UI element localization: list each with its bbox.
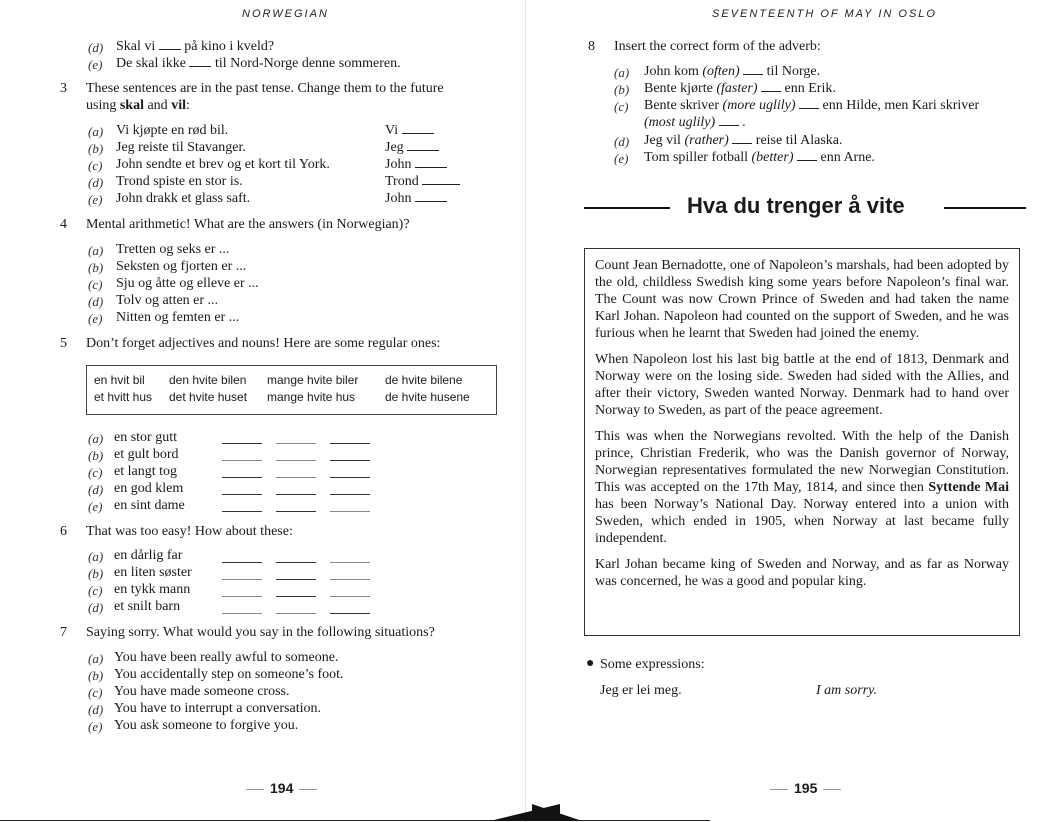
answer-blank	[222, 443, 262, 444]
item-letter: (d)	[88, 600, 104, 615]
item-letter: (b)	[88, 668, 104, 683]
exercise-prompt: These sentences are in the past tense. Change them to the future	[86, 81, 444, 96]
info-paragraph: When Napoleon lost his last big battle at the end of 1813, Denmark and Norway were on the losing side. Sweden had sided with the Allies, and after their victory, Sweden wanted Norway. Denmark had to hand over Norway to Sweden, as part of the peace agreement.	[595, 352, 1009, 418]
bullet-icon: ●	[586, 656, 595, 671]
exercise-prompt: Mental arithmetic! What are the answers (in Norwegian)?	[86, 217, 410, 232]
right-page	[526, 0, 1052, 822]
info-paragraph: Count Jean Bernadotte, one of Napoleon’s marshals, had been adopted by the old, childless Swedish king some years before Napoleon’s final war. The Count was now Crown Prince of Sweden and had taken the name Karl Johan. Napoleon had counted on the support of Sweden, and he was furious when he learnt that Sweden had joined the enemy.	[595, 258, 1009, 341]
exercise-item: et gult bord	[114, 447, 179, 462]
answer-blank	[276, 443, 316, 444]
answer-blank	[276, 460, 316, 461]
exercise-number: 3	[60, 81, 67, 96]
answer-blank	[276, 511, 316, 512]
exercise-prompt: That was too easy! How about these:	[86, 524, 293, 539]
title-rule-right	[944, 207, 1026, 209]
answer-blank	[330, 443, 370, 444]
running-head-right: SEVENTEENTH OF MAY IN OSLO	[712, 8, 937, 20]
answer-start: Jeg	[385, 140, 439, 156]
example-cell: mange hvite hus	[267, 390, 356, 404]
item-letter: (a)	[88, 431, 104, 446]
answer-start: Vi	[385, 123, 434, 139]
item-letter: (c)	[88, 685, 103, 700]
item-letter: (e)	[88, 719, 103, 734]
example-cell: en hvit bil	[94, 373, 145, 387]
exercise-item: John kom (often) til Norge.	[644, 64, 821, 79]
exercise-item-continued: (most uglily) .	[644, 115, 746, 130]
answer-blank	[330, 596, 370, 597]
answer-blank	[276, 596, 316, 597]
bottom-rule	[0, 820, 710, 821]
example-box	[86, 365, 497, 415]
expression-norwegian: Jeg er lei meg.	[600, 683, 682, 698]
item-letter: (c)	[88, 465, 103, 480]
title-rule-left	[584, 207, 670, 209]
exercise-item: Bente kjørte (faster) enn Erik.	[644, 81, 836, 96]
exercise-item: Bente skriver (more uglily) enn Hilde, men Kari skriver	[644, 98, 980, 113]
item-letter: (b)	[88, 141, 104, 156]
answer-blank	[330, 579, 370, 580]
exercise-prompt: Saying sorry. What would you say in the following situations?	[86, 625, 435, 640]
answer-blank	[330, 511, 370, 512]
answer-blank	[330, 562, 370, 563]
exercise-item: et snilt barn	[114, 599, 181, 614]
example-cell: de hvite husene	[385, 390, 470, 404]
exercise-item: John drakk et glass saft.	[116, 191, 251, 206]
exercise-item: en god klem	[114, 481, 184, 496]
exercise-item: en dårlig far	[114, 548, 183, 563]
section-title: Hva du trenger å vite	[687, 193, 905, 218]
answer-blank	[276, 613, 316, 614]
item-letter: (e)	[88, 499, 103, 514]
exercise-item: Seksten og fjorten er ...	[116, 259, 247, 274]
answer-start: John	[385, 191, 447, 207]
exercise-item: en sint dame	[114, 498, 185, 513]
exercise-item: You have been really awful to someone.	[114, 650, 339, 665]
exercise-item: Nitten og femten er ...	[116, 310, 240, 325]
exercise-item: Tom spiller fotball (better) enn Arne.	[644, 150, 875, 165]
exercise-prompt: using skal and vil:	[86, 98, 190, 113]
box-edge	[496, 365, 497, 415]
answer-blank	[330, 477, 370, 478]
answer-blank	[330, 613, 370, 614]
exercise-item: Trond spiste en stor is.	[116, 174, 243, 189]
answer-start: John	[385, 157, 447, 173]
example-cell: mange hvite biler	[267, 373, 359, 387]
exercise-item: et langt tog	[114, 464, 177, 479]
expressions-heading: Some expressions:	[600, 657, 705, 672]
item-letter: (a)	[88, 124, 104, 139]
exercise-prompt: Insert the correct form of the adverb:	[614, 39, 821, 54]
item-letter: (a)	[88, 243, 104, 258]
exercise-prompt: Don’t forget adjectives and nouns! Here are some regular ones:	[86, 336, 441, 351]
example-cell: det hvite huset	[169, 390, 248, 404]
exercise-item: Jeg reiste til Stavanger.	[116, 140, 246, 155]
exercise-number: 4	[60, 217, 67, 232]
answer-blank	[222, 477, 262, 478]
exercise-item: en stor gutt	[114, 430, 177, 445]
answer-blank	[330, 494, 370, 495]
answer-start: Trond	[385, 174, 460, 190]
exercise-item: John sendte et brev og et kort til York.	[116, 157, 330, 172]
exercise-item: De skal ikke til Nord-Norge denne sommeren.	[116, 56, 401, 71]
item-letter: (a)	[88, 651, 104, 666]
answer-blank	[276, 477, 316, 478]
item-letter: (e)	[88, 57, 103, 72]
answer-blank	[330, 460, 370, 461]
answer-blank	[222, 562, 262, 563]
info-paragraph: This was when the Norwegians revolted. With the help of the Danish prince, Christian Frederik, who was the Danish governor of Norway, Norwegian representatives formulated the new Norwegian Constitution. This was accepted on the 17th May, 1814, and since then Syttende Mai has been Norway’s National Day. Norway entered into a union with Sweden, which ended in 1905, when Norway at last became fully independent.	[595, 429, 1010, 546]
item-letter: (a)	[614, 65, 630, 80]
item-letter: (d)	[88, 482, 104, 497]
exercise-item: en tykk mann	[114, 582, 191, 597]
expression-english: I am sorry.	[816, 683, 878, 698]
exercise-item: Tolv og atten er ...	[116, 293, 219, 308]
spine-shadow	[532, 804, 582, 821]
item-letter: (e)	[88, 311, 103, 326]
item-letter: (b)	[88, 260, 104, 275]
page-number-right: 195	[764, 780, 847, 796]
item-letter: (c)	[614, 99, 629, 114]
answer-blank	[276, 562, 316, 563]
exercise-item: Skal vi på kino i kveld?	[116, 39, 275, 54]
info-paragraph: Karl Johan became king of Sweden and Norway, and as far as Norway was concerned, he was a good and popular king.	[595, 557, 1009, 589]
example-cell: de hvite bilene	[385, 373, 463, 387]
answer-blank	[222, 494, 262, 495]
example-cell: den hvite bilen	[169, 373, 247, 387]
item-letter: (e)	[88, 192, 103, 207]
page-number-left: 194	[240, 780, 323, 796]
item-letter: (b)	[614, 82, 630, 97]
item-letter: (c)	[88, 158, 103, 173]
exercise-item: en liten søster	[114, 565, 192, 580]
item-letter: (b)	[88, 566, 104, 581]
exercise-number: 5	[60, 336, 67, 351]
answer-blank	[222, 460, 262, 461]
exercise-item: Tretten og seks er ...	[116, 242, 230, 257]
answer-blank	[276, 494, 316, 495]
example-cell: et hvitt hus	[94, 390, 153, 404]
item-letter: (c)	[88, 277, 103, 292]
item-letter: (e)	[614, 151, 629, 166]
info-box	[584, 248, 1020, 636]
exercise-item: Vi kjøpte en rød bil.	[116, 123, 229, 138]
exercise-number: 8	[588, 39, 595, 54]
item-letter: (b)	[88, 448, 104, 463]
item-letter: (d)	[88, 294, 104, 309]
answer-blank	[222, 596, 262, 597]
item-letter: (d)	[88, 175, 104, 190]
answer-blank	[222, 511, 262, 512]
item-letter: (d)	[614, 134, 630, 149]
exercise-item: You have to interrupt a conversation.	[114, 701, 321, 716]
exercise-item: Jeg vil (rather) reise til Alaska.	[644, 133, 843, 148]
exercise-item: You have made someone cross.	[114, 684, 290, 699]
exercise-number: 7	[60, 625, 67, 640]
exercise-item: You accidentally step on someone’s foot.	[114, 667, 344, 682]
running-head-left: NORWEGIAN	[242, 8, 329, 20]
answer-blank	[222, 613, 262, 614]
item-letter: (d)	[88, 40, 104, 55]
exercise-item: You ask someone to forgive you.	[114, 718, 299, 733]
answer-blank	[222, 579, 262, 580]
answer-blank	[276, 579, 316, 580]
item-letter: (d)	[88, 702, 104, 717]
item-letter: (c)	[88, 583, 103, 598]
exercise-item: Sju og åtte og elleve er ...	[116, 276, 259, 291]
item-letter: (a)	[88, 549, 104, 564]
exercise-number: 6	[60, 524, 67, 539]
